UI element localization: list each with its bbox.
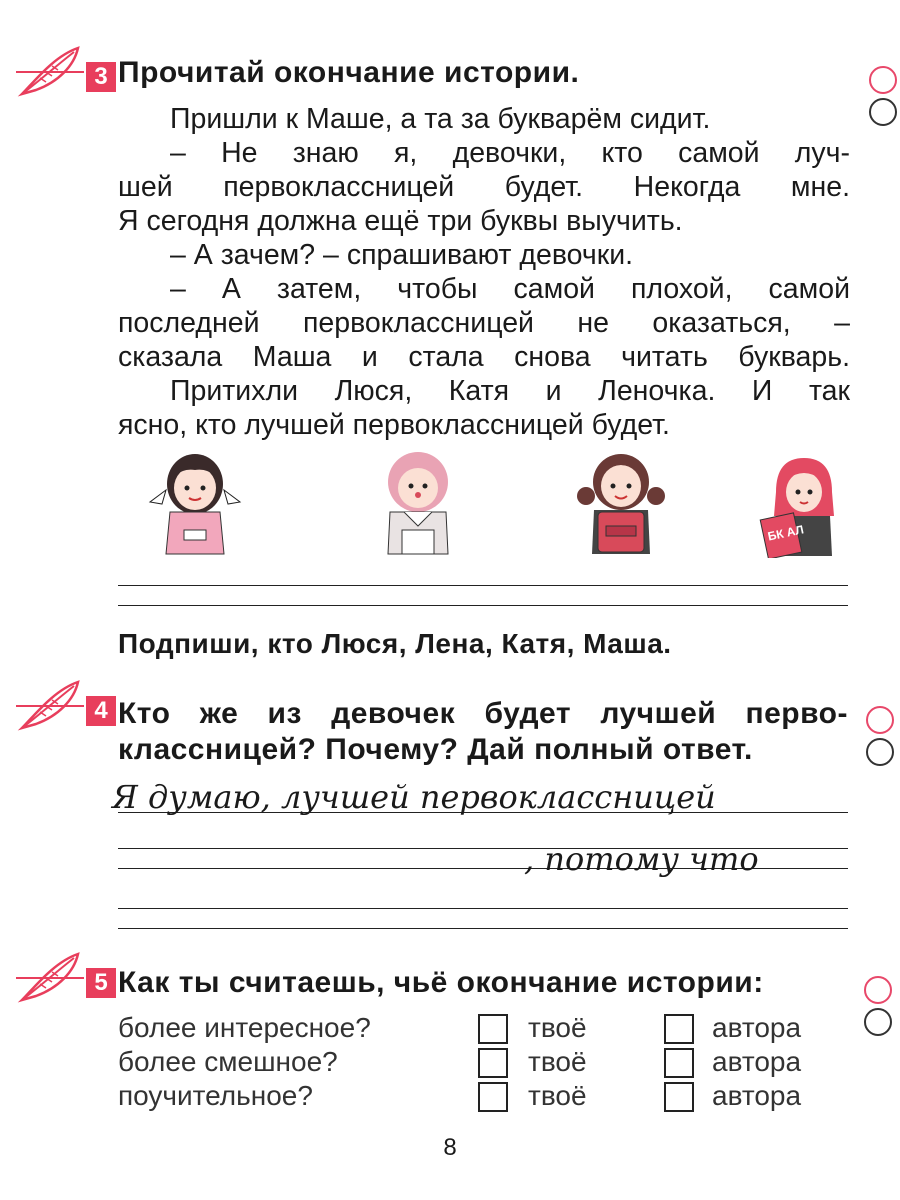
option-author-label: автора bbox=[712, 1012, 802, 1043]
checkbox-yours[interactable] bbox=[478, 1014, 508, 1044]
story-line: Я сегодня должна ещё три буквы выучить. bbox=[118, 205, 683, 237]
task-3-marker bbox=[14, 42, 124, 102]
self-check-circle-pink[interactable] bbox=[864, 976, 892, 1004]
writing-line[interactable] bbox=[118, 928, 848, 929]
task-number: 5 bbox=[86, 968, 116, 998]
story-line: – А зачем? – спрашивают девочки. bbox=[170, 239, 634, 271]
task-5-marker bbox=[14, 948, 124, 1008]
story-line: Пришли к Маше, а та за букварём сидит. bbox=[170, 103, 711, 135]
option-yours-label: твоё bbox=[528, 1046, 587, 1077]
task-5-title: Как ты считаешь, чьё окончание истории: bbox=[118, 966, 764, 999]
self-check-circle[interactable] bbox=[866, 738, 894, 766]
option-yours-label: твоё bbox=[528, 1080, 587, 1111]
story-line: шей первоклассницей будет. Некогда мне. bbox=[118, 171, 850, 203]
self-check-circle[interactable] bbox=[864, 1008, 892, 1036]
checkbox-author[interactable] bbox=[664, 1048, 694, 1078]
writing-line[interactable] bbox=[118, 605, 848, 606]
checkbox-author[interactable] bbox=[664, 1014, 694, 1044]
writing-line[interactable] bbox=[118, 585, 848, 586]
checkbox-author[interactable] bbox=[664, 1082, 694, 1112]
question-label: более интересное? bbox=[118, 1012, 371, 1043]
story-line: ясно, кто лучшей первоклассницей будет. bbox=[118, 409, 670, 441]
task-3-instruction: Подпиши, кто Люся, Лена, Катя, Маша. bbox=[118, 628, 672, 659]
checkbox-yours[interactable] bbox=[478, 1082, 508, 1112]
checkbox-yours[interactable] bbox=[478, 1048, 508, 1078]
task-number: 4 bbox=[86, 696, 116, 726]
handwritten-answer-line-1: Я думаю, лучшей первоклассницей bbox=[112, 778, 716, 816]
option-author-label: автора bbox=[712, 1046, 802, 1077]
story-line: – А затем, чтобы самой плохой, самой bbox=[170, 273, 850, 305]
girl-4-illustration bbox=[756, 452, 852, 558]
story-line: – Не знаю я, девочки, кто самой луч- bbox=[170, 137, 850, 169]
option-yours-label: твоё bbox=[528, 1012, 587, 1043]
self-check-circle-pink[interactable] bbox=[866, 706, 894, 734]
quill-icon bbox=[14, 948, 89, 1008]
book-letters: БК АЛ bbox=[766, 522, 806, 544]
task-4-title-line: классницей? Почему? Дай полный ответ. bbox=[118, 733, 753, 766]
task-4-title-line: Кто же из девочек будет лучшей перво- bbox=[118, 697, 848, 730]
handwritten-answer-line-2: , потому что bbox=[524, 840, 759, 878]
girl-1-illustration bbox=[140, 446, 250, 558]
option-author-label: автора bbox=[712, 1080, 802, 1111]
quill-icon bbox=[14, 42, 89, 102]
self-check-circle[interactable] bbox=[869, 98, 897, 126]
story-line: сказала Маша и стала снова читать букварь. bbox=[118, 341, 850, 373]
girl-3-illustration bbox=[566, 446, 676, 558]
task-number: 3 bbox=[86, 62, 116, 92]
quill-icon bbox=[14, 676, 89, 736]
story-line: Притихли Люся, Катя и Леночка. И так bbox=[170, 375, 850, 407]
story-text bbox=[118, 102, 850, 442]
writing-line[interactable] bbox=[118, 908, 848, 909]
story-line: последней первоклассницей не оказаться, – bbox=[118, 307, 850, 339]
task-3-title: Прочитай окончание истории. bbox=[118, 56, 580, 89]
page-number: 8 bbox=[443, 1134, 457, 1161]
task-4-title bbox=[118, 696, 848, 768]
girl-2-illustration bbox=[368, 446, 468, 558]
self-check-circle-pink[interactable] bbox=[869, 66, 897, 94]
task-4-marker bbox=[14, 676, 124, 736]
question-label: более смешное? bbox=[118, 1046, 338, 1077]
question-label: поучительное? bbox=[118, 1080, 313, 1111]
